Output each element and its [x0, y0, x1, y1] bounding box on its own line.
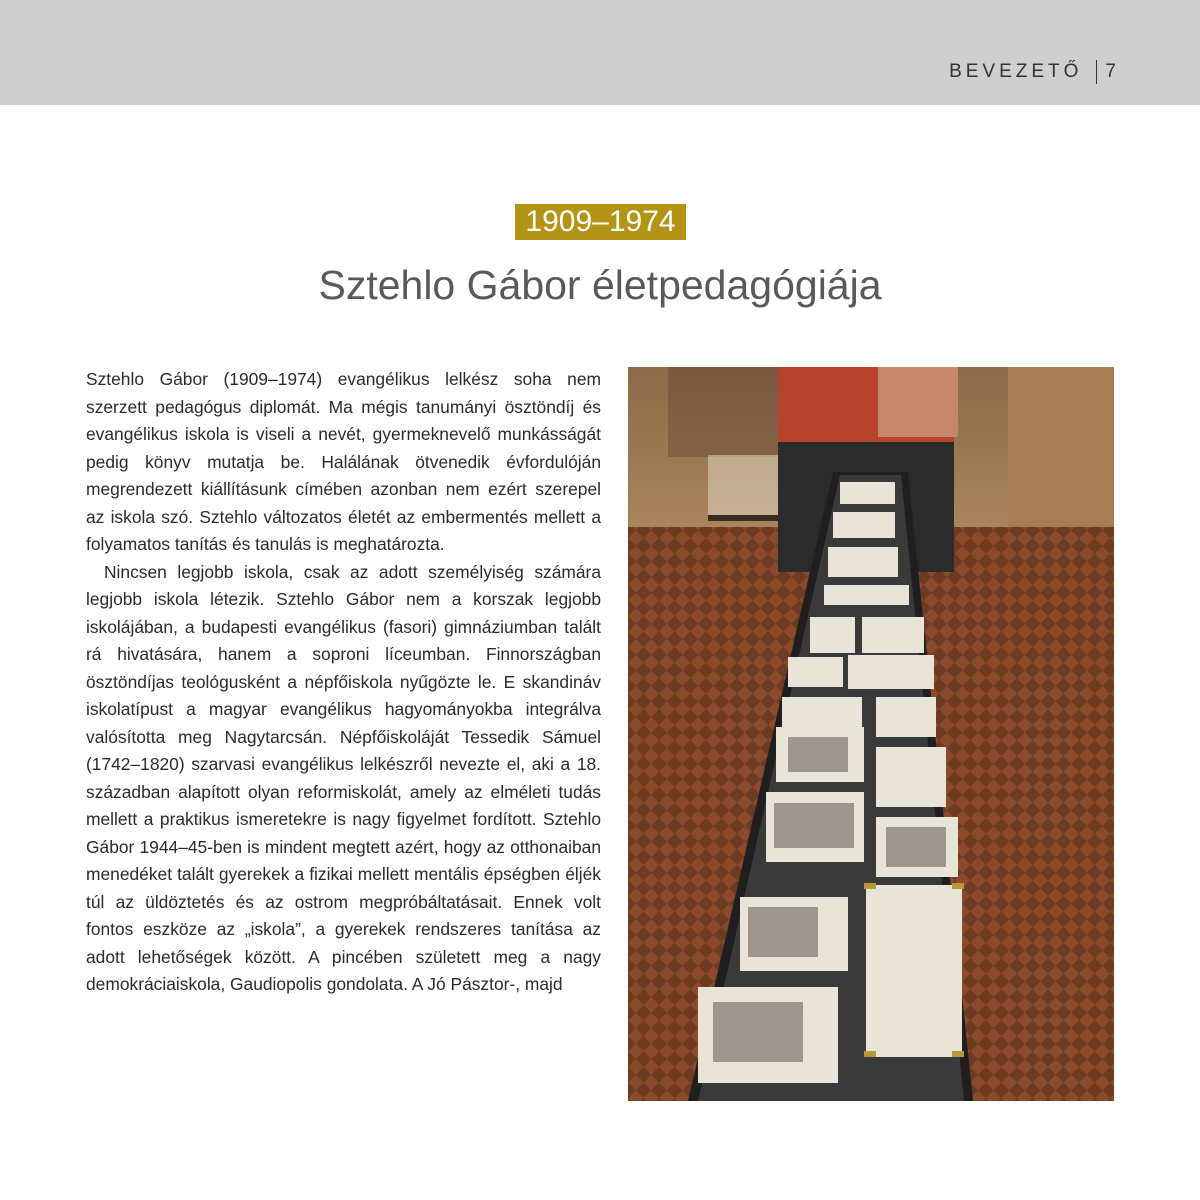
paragraph: Nincsen legjobb iskola, csak az adott személyiség számára legjobb iskola létezik. Sztehlo Gábor nem a korszak legjobb iskolájában, a budapesti evangélikus (fasori) gimnáziumban talált rá hivatására, hanem a soproni líceumban. Finnországban ösztöndíjas teológusként a népfőiskola nyűgözte le. E skandináv iskolatípust a magyar evangélikus hagyományokba integrálva valósította meg Nagytarcsán. Népfőiskoláját Tessedik Sámuel (1742–1820) szarvasi evangélikus lelkészről nevezte el, aki a 18. században alapított olyan reformiskolát, amely az elméleti tudás mellett a praktikus ismeretekre is nagy figyelmet fordított. Sztehlo Gábor 1944–45-ben is mindent megtett azért, hogy az otthonaiban menedéket talált gyerekek a fizikai mellett mentális épségben éljék túl az üldöztetés és az ostrom megpróbáltatásait. Ennek volt fontos eszköze az „iskola”, a gyerekek rendszeres tanítása az adott lehetőségek között. A pincében született meg a nagy demokráciaiskola, Gaudiopolis gondolata. A Jó Pásztor-, majd [86, 561, 601, 994]
exhibition-photo [628, 367, 1114, 1101]
paragraph: Sztehlo Gábor (1909–1974) evangélikus lelkész soha nem szerzett pedagógus diplomát. Ma mégis tanumányi ösztöndíj és evangélikus iskola is viseli a nevét, gyermeknevelő munkásságát pedig könyv mutatja be. Halálának ötvenedik évfordulóján megrendezett kiállításunk címében azonban nem ezért szerepel az iskola szó. Sztehlo változatos életét az embermentés mellett a folyamatos tanítás és tanulás is meghatározta. [86, 369, 601, 554]
section-label: BEVEZETŐ [949, 61, 1083, 82]
running-head [949, 60, 1116, 84]
year-badge: 1909–1974 [515, 204, 686, 240]
header-divider [1096, 60, 1097, 84]
article-body [86, 366, 601, 999]
page-number: 7 [1105, 61, 1116, 82]
header-band [0, 0, 1200, 105]
article-title: Sztehlo Gábor életpedagógiája [318, 262, 882, 308]
